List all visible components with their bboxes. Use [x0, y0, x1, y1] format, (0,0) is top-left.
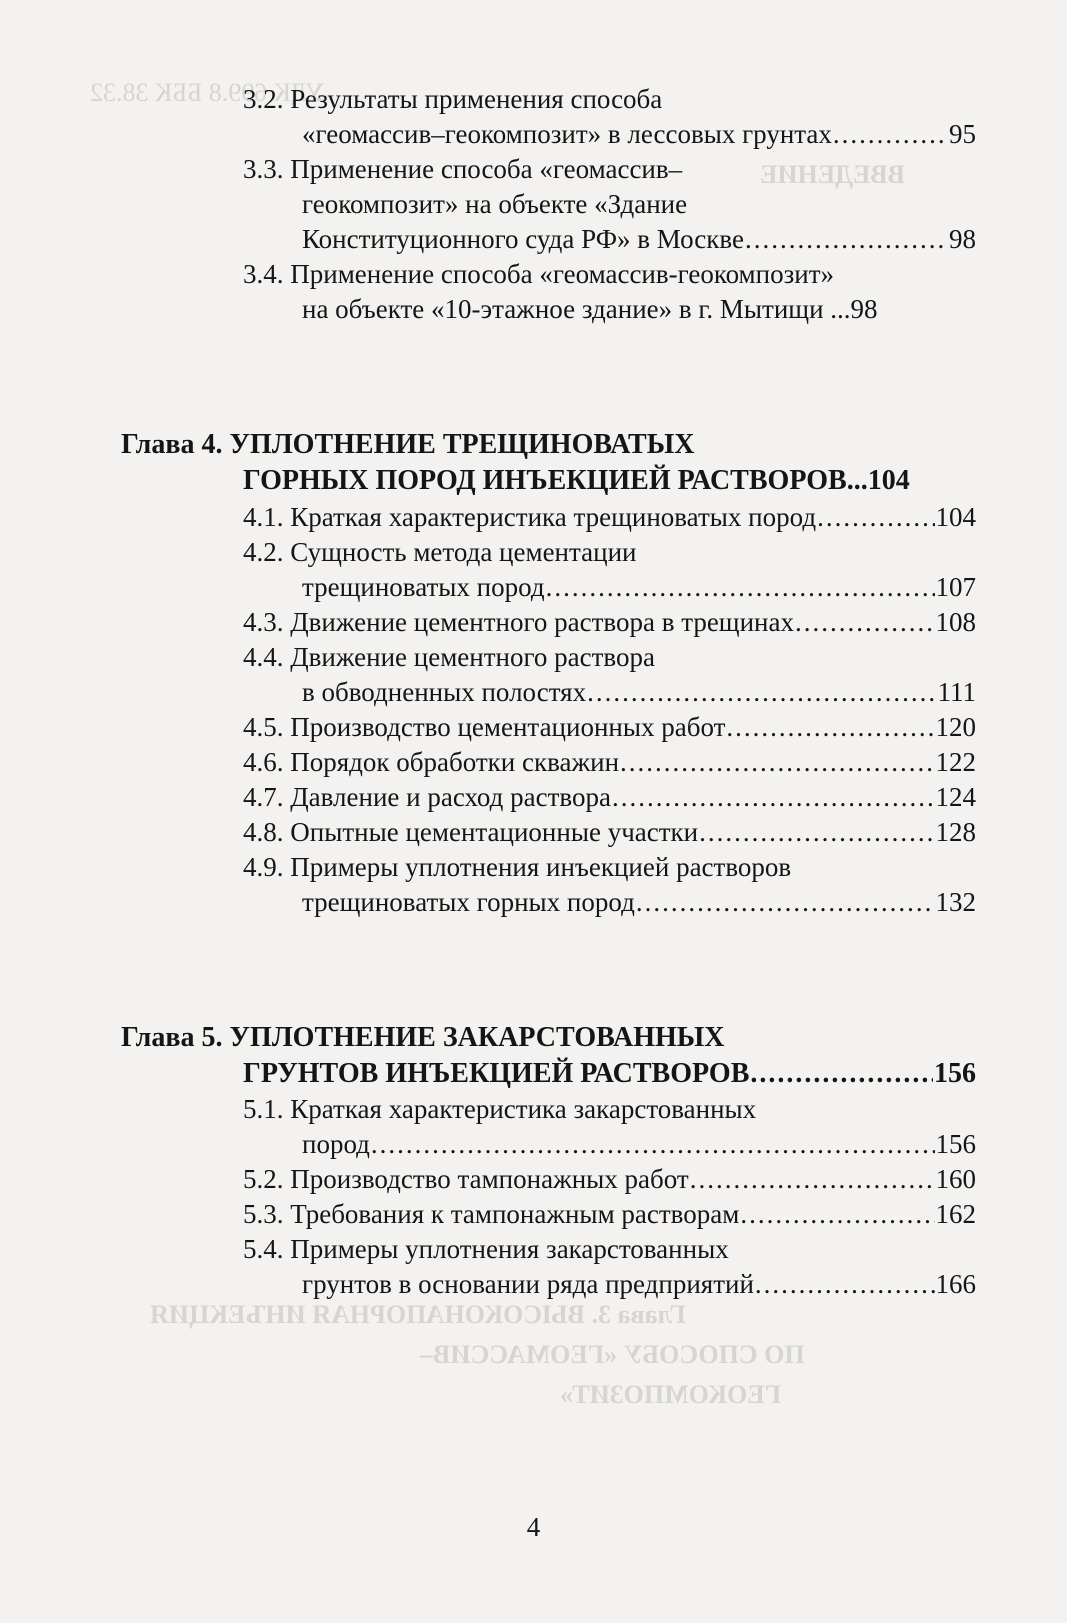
page-ref: 107	[935, 572, 976, 602]
toc-entry-4-3[interactable]	[243, 605, 976, 639]
page-ref: 156	[934, 1058, 976, 1089]
toc-entry-5-1[interactable]	[302, 1127, 976, 1161]
page-ref: 108	[935, 607, 976, 637]
toc-entry-3-3[interactable]	[302, 222, 976, 256]
toc-entry-4-2[interactable]	[302, 570, 976, 604]
page-ref: 156	[935, 1129, 976, 1159]
toc-entry-4-4-line1: 4.4. Движение цементного раствора	[243, 642, 655, 672]
toc-entry-title: трещиноватых горных пород	[302, 887, 635, 917]
dot-leader	[745, 222, 948, 256]
toc-entry-4-6[interactable]	[243, 745, 976, 779]
toc-chapter-4[interactable]	[243, 464, 976, 498]
toc-entry-4-9[interactable]	[302, 885, 976, 919]
page-ref: 162	[935, 1199, 976, 1229]
dot-leader	[371, 1127, 935, 1161]
toc-entry-3-2-line1: 3.2. Результаты применения способа	[243, 84, 663, 114]
toc-entry-title: 4.1. Краткая характеристика трещиноватых пород	[243, 502, 817, 532]
toc-entry-title: пород	[302, 1129, 370, 1159]
dot-leader	[817, 500, 934, 534]
toc-entry-3-2[interactable]	[302, 117, 976, 151]
toc-entry-5-1-line1: 5.1. Краткая характеристика закарстованных	[243, 1094, 757, 1124]
page-ref: 124	[935, 782, 976, 812]
toc-entry-title: 4.5. Производство цементационных работ	[243, 712, 726, 742]
page-ref: 132	[935, 887, 976, 917]
show-through-text: ГЕОКОМПОЗИТ»	[560, 1380, 782, 1409]
page-ref: ...98	[823, 294, 878, 324]
dot-leader	[690, 1162, 935, 1196]
chapter-4-heading: Глава 4. УПЛОТНЕНИЕ ТРЕЩИНОВАТЫХ	[121, 429, 695, 460]
toc-entry-4-1[interactable]	[243, 500, 976, 534]
toc-entry-5-4[interactable]	[302, 1267, 976, 1301]
toc-entry-5-3[interactable]	[243, 1197, 976, 1231]
show-through-text: Глава 3. ВЫСОКОНАПОРНАЯ ИНЪЕКЦИЯ	[150, 1300, 686, 1329]
toc-entry-title: 4.8. Опытные цементационные участки	[243, 817, 699, 847]
toc-entry-4-5[interactable]	[243, 710, 976, 744]
show-through-text: УДК 699.8 ББК 38.32	[90, 78, 325, 107]
show-through-text: ВВЕДЕНИЕ	[760, 160, 906, 189]
toc-entry-title: 5.3. Требования к тампонажным растворам	[243, 1199, 740, 1229]
toc-entry-title: 5.2. Производство тампонажных работ	[243, 1164, 689, 1194]
dot-leader	[755, 1267, 935, 1301]
toc-entry-title: трещиноватых пород	[302, 572, 545, 602]
dot-leader	[587, 675, 936, 709]
dot-leader	[833, 117, 948, 151]
dot-leader	[546, 570, 935, 604]
dot-leader	[636, 885, 935, 919]
page-ref: 95	[949, 119, 976, 149]
toc-entry-title: 4.6. Порядок обработки скважин	[243, 747, 620, 777]
page-ref: 128	[935, 817, 976, 847]
toc-entry-3-3-line2: геокомпозит» на объекте «Здание	[302, 189, 688, 219]
page-ref: 98	[949, 224, 976, 254]
toc-chapter-5[interactable]	[243, 1057, 976, 1091]
dot-leader	[620, 745, 934, 779]
page-ref: ...104	[846, 465, 910, 496]
toc-entry-4-9-line1: 4.9. Примеры уплотнения инъекцией растворов	[243, 852, 792, 882]
page-number: 4	[526, 1512, 541, 1542]
page-ref: 104	[935, 502, 976, 532]
toc-entry-title: «геомассив–геокомпозит» в лессовых грунтах	[302, 119, 832, 149]
page-ref: 166	[935, 1269, 976, 1299]
dot-leader	[726, 710, 934, 744]
toc-entry-title: в обводненных полостях	[302, 677, 587, 707]
toc-entry-3-3-line1: 3.3. Применение способа «геомассив–	[243, 154, 683, 184]
toc-entry-3-4-line1: 3.4. Применение способа «геомассив-геокомпозит»	[243, 259, 835, 289]
page-ref: 122	[935, 747, 976, 777]
toc-entry-title: 4.7. Давление и расход раствора	[243, 782, 611, 812]
toc-entry-4-4[interactable]	[302, 675, 976, 709]
toc-entry-4-7[interactable]	[243, 780, 976, 814]
dot-leader	[612, 780, 935, 814]
toc-entry-title: ГРУНТОВ ИНЪЕКЦИЕЙ РАСТВОРОВ	[243, 1058, 750, 1089]
toc-entry-5-2[interactable]	[243, 1162, 976, 1196]
toc-entry-title: Конституционного суда РФ» в Москве	[302, 224, 744, 254]
dot-leader	[740, 1197, 934, 1231]
chapter-5-heading: Глава 5. УПЛОТНЕНИЕ ЗАКАРСТОВАННЫХ	[121, 1022, 725, 1053]
page-ref: 160	[935, 1164, 976, 1194]
toc-entry-3-4[interactable]	[302, 292, 976, 326]
dot-leader	[699, 815, 934, 849]
page-ref: 120	[935, 712, 976, 742]
toc-entry-5-4-line1: 5.4. Примеры уплотнения закарстованных	[243, 1234, 729, 1264]
toc-entry-title: ГОРНЫХ ПОРОД ИНЪЕКЦИЕЙ РАСТВОРОВ	[243, 465, 847, 496]
show-through-text: ПО СПОСОБУ «ГЕОМАССИВ–	[420, 1340, 805, 1369]
toc-entry-4-8[interactable]	[243, 815, 976, 849]
toc-entry-title: 4.3. Движение цементного раствора в трещинах	[243, 607, 794, 637]
toc-entry-title: грунтов в основании ряда предприятий	[302, 1269, 754, 1299]
toc-entry-4-2-line1: 4.2. Сущность метода цементации	[243, 537, 637, 567]
dot-leader	[750, 1057, 933, 1091]
dot-leader	[795, 605, 935, 639]
toc-entry-title: на объекте «10-этажное здание» в г. Мытищи	[302, 294, 824, 324]
page-ref: 111	[937, 677, 976, 707]
